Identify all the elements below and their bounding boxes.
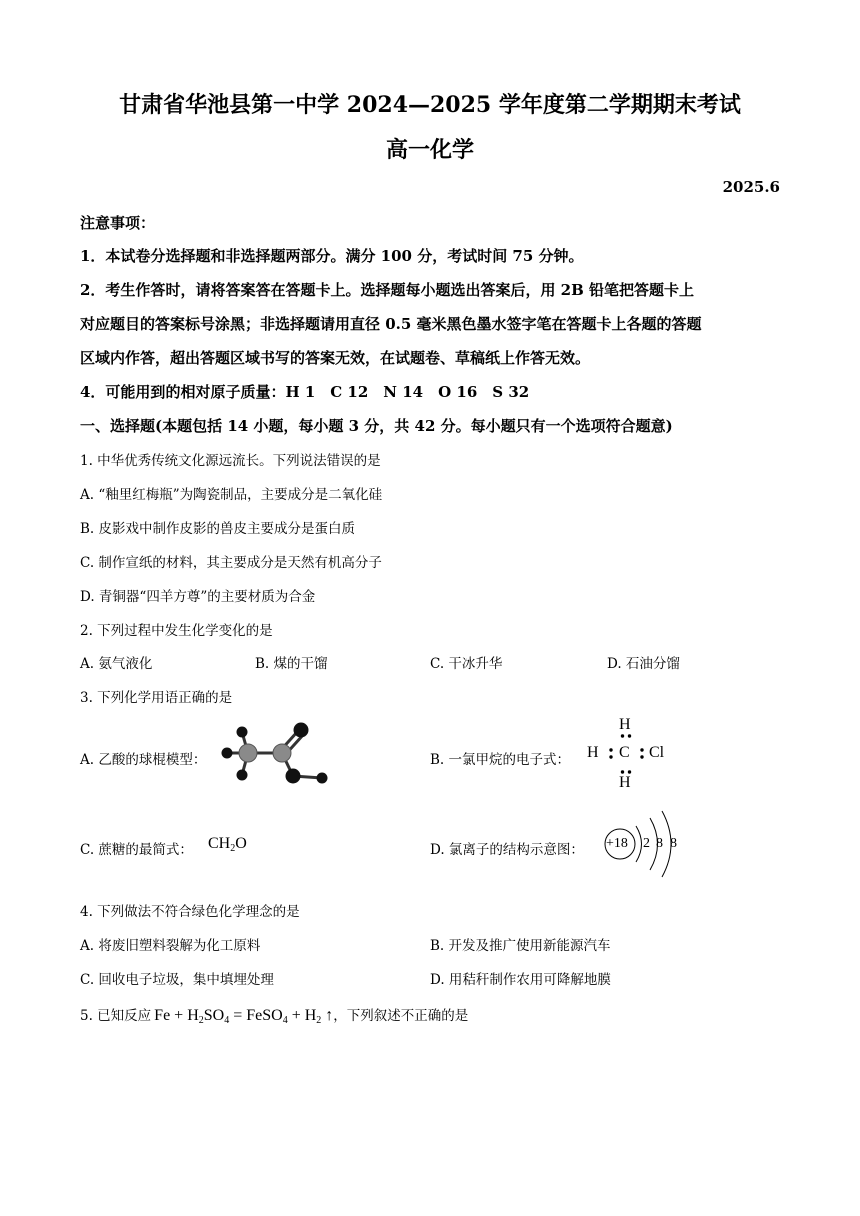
note-4: 4．可能用到的相对原子质量：H 1 C 12 N 14 O 16 S 32	[80, 383, 530, 401]
lewis-electron-dots	[600, 733, 650, 778]
shell-2-electrons: 8	[656, 836, 663, 851]
q3-option-b: B. 一氯甲烷的电子式：	[430, 752, 571, 768]
q3-stem: 3. 下列化学用语正确的是	[80, 690, 233, 706]
note-1: 1．本试卷分选择题和非选择题两部分。满分 100 分，考试时间 75 分钟。	[80, 247, 584, 265]
q3-option-c: C. 蔗糖的最简式：	[80, 842, 193, 858]
lewis-h-top: H	[619, 716, 631, 733]
q2-option-d: D. 石油分馏	[607, 656, 680, 672]
shell-3-electrons: 8	[670, 836, 677, 851]
q2-option-a: A. 氨气液化	[80, 656, 153, 672]
q2-stem: 2. 下列过程中发生化学变化的是	[80, 623, 273, 639]
q5-stem-prefix: 5. 已知反应	[80, 1008, 152, 1024]
q1-option-c: C. 制作宣纸的材料，其主要成分是天然有机高分子	[80, 555, 382, 571]
q4-option-a: A. 将废旧塑料裂解为化工原料	[80, 938, 261, 954]
q3-option-d: D. 氯离子的结构示意图：	[430, 842, 584, 858]
note-2-line1: 2．考生作答时，请将答案答在答题卡上。选择题每小题选出答案后，用 2B 铅笔把答题卡上	[80, 281, 695, 299]
q5-stem-suffix: ，下列叙述不正确的是	[333, 1008, 469, 1024]
sucrose-simplest-formula: $CH_2O$	[208, 835, 247, 854]
q1-option-b: B. 皮影戏中制作皮影的兽皮主要成分是蛋白质	[80, 521, 356, 537]
note-2-line3: 区域内作答，超出答题区域书写的答案无效，在试题卷、草稿纸上作答无效。	[80, 349, 591, 367]
q4-stem: 4. 下列做法不符合绿色化学理念的是	[80, 904, 300, 920]
exam-date: 2025.6	[722, 178, 780, 196]
q3-option-a: A. 乙酸的球棍模型：	[80, 752, 207, 768]
q1-option-d: D. 青铜器“四羊方尊”的主要材质为合金	[80, 589, 316, 605]
q5-equation: $Fe + H_2SO_4$ = FeSO$_4$ + $H_2$ ↑	[154, 1007, 334, 1026]
exam-title: 甘肃省华池县第一中学 2024—2025 学年度第二学期期末考试	[119, 92, 741, 118]
lewis-h-left: H	[587, 744, 599, 761]
q4-option-b: B. 开发及推广使用新能源汽车	[430, 938, 611, 954]
q4-option-c: C. 回收电子垃圾，集中填埋处理	[80, 972, 274, 988]
acetic-acid-ball-stick-model	[215, 718, 335, 793]
shell-1-electrons: 2	[643, 836, 650, 851]
q4-option-d: D. 用秸秆制作农用可降解地膜	[430, 972, 611, 988]
notes-heading: 注意事项：	[80, 214, 156, 232]
nucleus-charge: +18	[606, 836, 628, 851]
lewis-cl: Cl	[649, 744, 665, 761]
q5-stem	[80, 1004, 468, 1026]
q1-stem: 1. 中华优秀传统文化源远流长。下列说法错误的是	[80, 453, 381, 469]
lewis-c-center: C	[619, 744, 630, 761]
note-2-line2: 对应题目的答案标号涂黑；非选择题请用直径 0.5 毫米黑色墨水签字笔在答题卡上各题的答题	[80, 315, 702, 333]
q2-option-b: B. 煤的干馏	[255, 656, 328, 672]
q1-option-a: A. “釉里红梅瓶”为陶瓷制品，主要成分是二氧化硅	[80, 487, 383, 503]
q2-option-c: C. 干冰升华	[430, 656, 503, 672]
subject-title: 高一化学	[385, 137, 474, 163]
lewis-h-bottom: H	[619, 774, 631, 791]
section-1-heading: 一、选择题(本题包括 14 小题，每小题 3 分，共 42 分。每小题只有一个选项符合题意)	[80, 417, 673, 435]
